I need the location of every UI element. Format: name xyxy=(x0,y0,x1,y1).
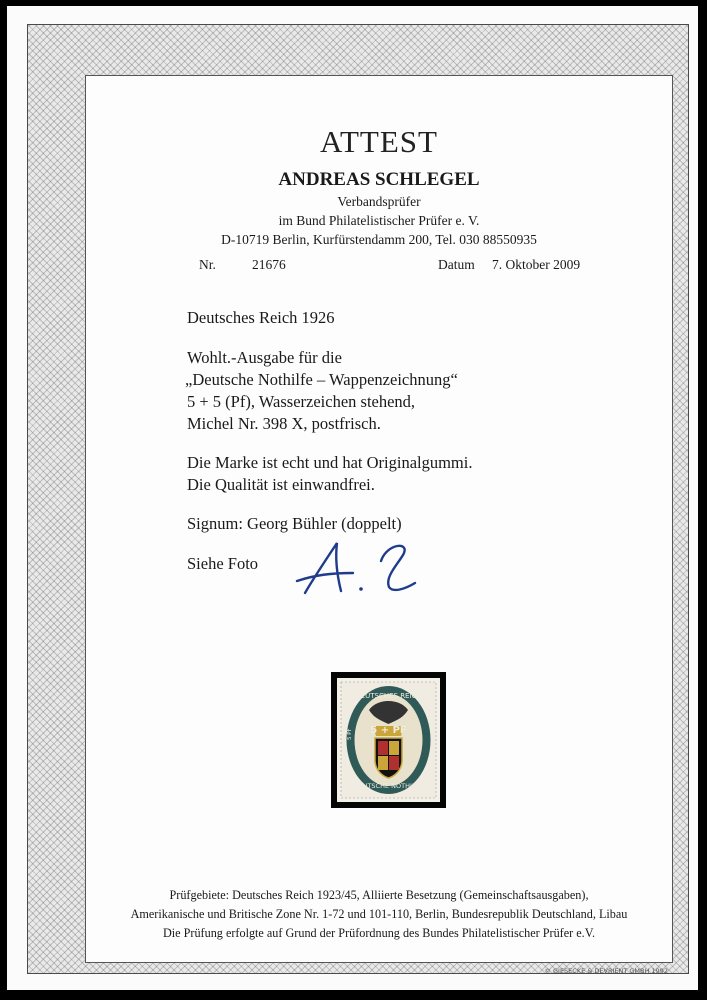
examiner-address: D-10719 Berlin, Kurfürstendamm 200, Tel. 030 88550935 xyxy=(221,232,537,247)
certificate-body xyxy=(85,75,673,963)
certificate-title: ATTEST xyxy=(320,124,438,159)
footer-line-3: Die Prüfung erfolgte auf Grund der Prüfordnung des Bundes Philatelistischer Prüfer e.V. xyxy=(162,926,595,940)
issue-line-1: Wohlt.-Ausgabe für die xyxy=(187,348,342,367)
issue-line-2: „Deutsche Nothilfe – Wappenzeichnung“ xyxy=(185,370,458,389)
stamp-value-text: 5 + PF xyxy=(370,725,407,736)
certificate-date: 7. Oktober 2009 xyxy=(492,257,581,272)
date-label: Datum xyxy=(438,257,475,272)
stamp-top-text: DEUTSCHES REICH xyxy=(355,692,422,700)
certificate-sheet xyxy=(7,6,698,990)
examiner-signature xyxy=(291,531,421,601)
examiner-role: Verbandsprüfer xyxy=(337,194,421,209)
stamp-side-text: 5 PF xyxy=(347,728,353,740)
issue-line-3: 5 + 5 (Pf), Wasserzeichen stehend, xyxy=(187,392,416,411)
certificate-number-label: Nr. xyxy=(199,257,216,272)
issue-line-4: Michel Nr. 398 X, postfrisch. xyxy=(187,414,381,433)
printer-copyright: © GIESECKE & DEVRIENT GMBH 1992 xyxy=(544,967,668,975)
footer-line-2: Amerikanische und Britische Zone Nr. 1-72 und 101-110, Berlin, Bundesrepublik Deutschland, Libau xyxy=(130,907,628,921)
certificate-number: 21676 xyxy=(252,257,286,272)
photo-note: Siehe Foto xyxy=(187,554,259,573)
signum-note: Signum: Georg Bühler (doppelt) xyxy=(187,514,402,533)
assessment-line-2: Die Qualität ist einwandfrei. xyxy=(187,475,375,494)
assessment-line-1: Die Marke ist echt und hat Originalgummi. xyxy=(187,453,473,472)
guilloche-border xyxy=(27,24,689,974)
examiner-association: im Bund Philatelistischer Prüfer e. V. xyxy=(278,213,480,228)
stamp-bottom-text: DEUTSCHE NOTHILFE xyxy=(353,782,424,790)
stamp-artwork xyxy=(337,678,440,802)
examiner-name: ANDREAS SCHLEGEL xyxy=(278,169,480,190)
stamp-image xyxy=(337,678,440,802)
stamp-photo-frame xyxy=(331,672,446,808)
footer-line-1: Prüfgebiete: Deutsches Reich 1923/45, Alliierte Besetzung (Gemeinschaftsausgaben), xyxy=(169,888,589,902)
stamp-country: Deutsches Reich 1926 xyxy=(187,308,335,327)
